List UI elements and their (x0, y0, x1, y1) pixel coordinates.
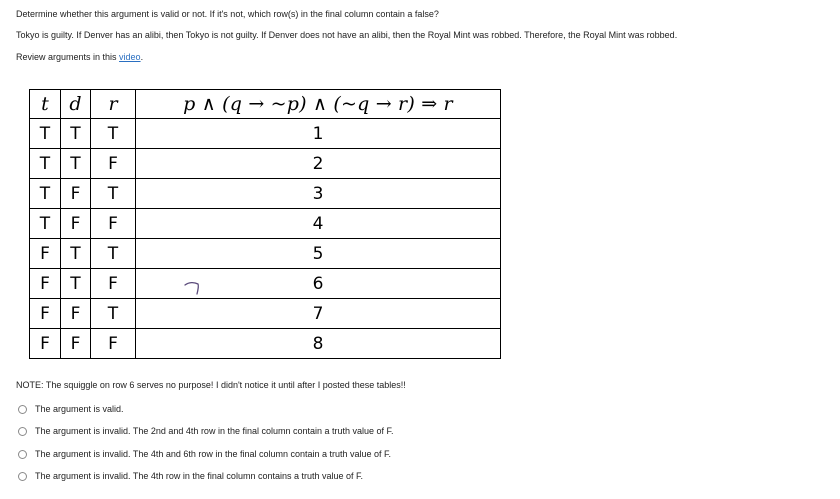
table-row (30, 329, 501, 359)
truth-table (29, 89, 501, 359)
review-suffix: . (140, 52, 144, 62)
option-invalid-rows-2-4[interactable] (18, 426, 394, 436)
cell-result: 6 (136, 269, 501, 299)
cell-d: F (61, 179, 91, 209)
option-label: The argument is invalid. The 4th row in the final column contains a truth value of F. (35, 471, 364, 481)
cell-r: T (91, 179, 136, 209)
radio-button[interactable] (18, 405, 27, 414)
squiggle-mark-icon (184, 280, 204, 296)
cell-r: F (91, 329, 136, 359)
cell-d: T (61, 239, 91, 269)
radio-button[interactable] (18, 450, 27, 459)
cell-result: 3 (136, 179, 501, 209)
table-row (30, 149, 501, 179)
cell-r: F (91, 209, 136, 239)
cell-d: F (61, 329, 91, 359)
cell-result: 4 (136, 209, 501, 239)
cell-d: F (61, 299, 91, 329)
header-d: d (61, 90, 91, 119)
cell-result: 1 (136, 119, 501, 149)
question-prompt: Determine whether this argument is valid or not. If it's not, which row(s) in the final column contain a false? (16, 9, 439, 19)
note-text: NOTE: The squiggle on row 6 serves no purpose! I didn't notice it until after I posted these tables!! (16, 380, 406, 390)
option-label: The argument is valid. (35, 404, 124, 414)
table-row (30, 239, 501, 269)
table-row (30, 179, 501, 209)
video-link[interactable]: video (119, 52, 141, 62)
header-t: t (30, 90, 61, 119)
cell-result: 7 (136, 299, 501, 329)
cell-t: T (30, 119, 61, 149)
radio-button[interactable] (18, 427, 27, 436)
radio-button[interactable] (18, 472, 27, 481)
cell-d: T (61, 119, 91, 149)
option-valid[interactable] (18, 404, 124, 414)
option-invalid-row-4[interactable] (18, 471, 363, 481)
cell-t: T (30, 209, 61, 239)
cell-r: T (91, 119, 136, 149)
cell-d: F (61, 209, 91, 239)
header-formula: p ∧ (q → ~p) ∧ (~q → r) ⇒ r (136, 90, 501, 119)
cell-result: 5 (136, 239, 501, 269)
cell-d: T (61, 149, 91, 179)
cell-d: T (61, 269, 91, 299)
argument-text: Tokyo is guilty. If Denver has an alibi, then Tokyo is not guilty. If Denver does not have an alibi, then the Royal Mint was robbed. Therefore, the Royal Mint was robbed. (16, 30, 678, 40)
cell-r: F (91, 149, 136, 179)
table-row (30, 299, 501, 329)
cell-result: 8 (136, 329, 501, 359)
review-prefix: Review arguments in this (16, 52, 120, 62)
table-row (30, 209, 501, 239)
cell-t: F (30, 269, 61, 299)
cell-t: T (30, 179, 61, 209)
cell-t: F (30, 239, 61, 269)
cell-result: 2 (136, 149, 501, 179)
option-label: The argument is invalid. The 4th and 6th row in the final column contain a truth value of F. (35, 449, 392, 459)
truth-table-header-row (30, 90, 501, 119)
cell-r: T (91, 239, 136, 269)
table-row (30, 269, 501, 299)
review-line (16, 52, 143, 62)
option-invalid-rows-4-6[interactable] (18, 449, 391, 459)
cell-t: F (30, 329, 61, 359)
header-r: r (91, 90, 136, 119)
cell-t: F (30, 299, 61, 329)
cell-r: T (91, 299, 136, 329)
cell-r: F (91, 269, 136, 299)
table-row (30, 119, 501, 149)
option-label: The argument is invalid. The 2nd and 4th row in the final column contain a truth value of F. (35, 426, 394, 436)
cell-t: T (30, 149, 61, 179)
